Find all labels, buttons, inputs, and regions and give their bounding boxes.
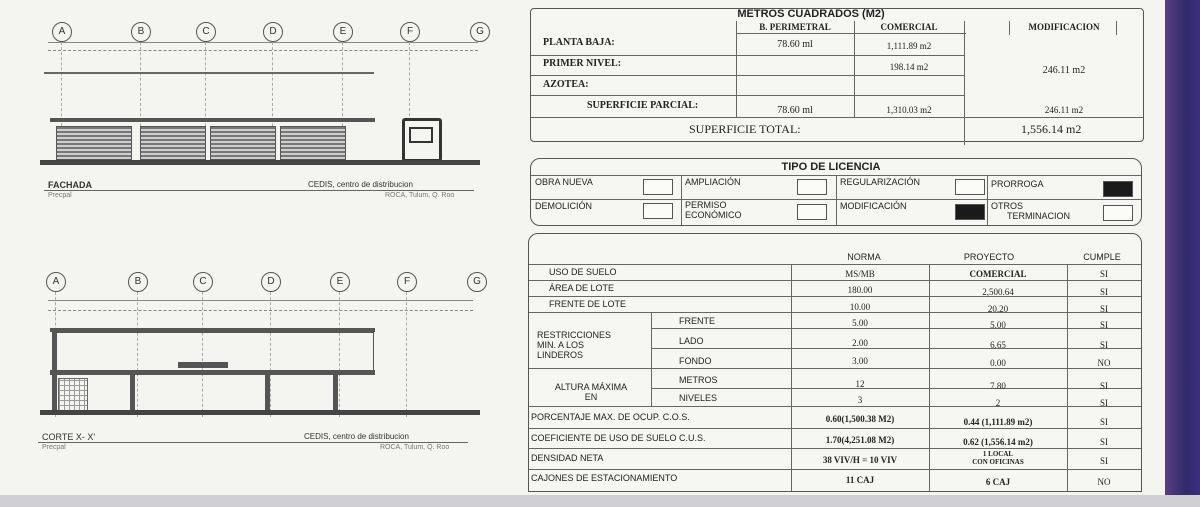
- normas-header-proyecto: PROYECTO: [963, 252, 1015, 262]
- modificacion-checkbox[interactable]: [955, 204, 985, 220]
- metros-cell: 1,111.89 m2: [886, 41, 932, 51]
- metros-row-label: AZOTEA:: [543, 79, 589, 90]
- axis-line: [406, 292, 407, 417]
- obra-nueva-checkbox[interactable]: [643, 179, 673, 195]
- col-line: [836, 175, 837, 225]
- grid-axis-bubble: F: [397, 272, 417, 292]
- licencia-option-label: PRORROGA: [991, 179, 1044, 189]
- elevation-project-name: CEDIS, centro de distribucion: [308, 180, 413, 189]
- truck-drawing: [402, 118, 442, 162]
- metros-cell: 78.60 ml: [777, 105, 813, 116]
- altura-group-label: ALTURA MÁXIMA EN: [554, 382, 628, 402]
- demolicion-checkbox[interactable]: [643, 203, 673, 219]
- otros-checkbox[interactable]: [1103, 205, 1133, 221]
- rolling-shutter: [56, 126, 132, 160]
- normas-cell: 5.00: [852, 318, 868, 328]
- normas-cumple: SI: [1099, 417, 1108, 427]
- metros-title: METROS CUADRADOS (M2): [737, 8, 885, 20]
- col-line: [1009, 21, 1010, 35]
- normas-cumple: SI: [1099, 381, 1108, 391]
- metros-cell: 198.14 m2: [889, 62, 929, 72]
- col-line: [964, 21, 965, 145]
- metros-cell: 246.11 m2: [1044, 105, 1084, 115]
- column: [130, 375, 135, 412]
- dimension-line: [48, 310, 473, 311]
- metros-header-modificacion: MODIFICACION: [1028, 22, 1100, 32]
- grid-axis-bubble: E: [333, 22, 353, 42]
- caption-line: [38, 442, 468, 443]
- grid-axis-bubble: B: [128, 272, 148, 292]
- normas-row-label: FONDO: [679, 356, 712, 366]
- ground-line: [40, 160, 480, 165]
- licencia-option-label: OTROS TERMINACION: [991, 201, 1070, 221]
- dimension-line: [48, 42, 478, 43]
- grid-axis-bubble: D: [263, 22, 283, 42]
- normas-row-label: NIVELES: [679, 393, 718, 403]
- normas-cell: 12: [855, 379, 865, 389]
- grid-axis-bubble: C: [193, 272, 213, 292]
- normas-cell: 1 LOCAL CON OFICINAS: [972, 450, 1024, 466]
- normas-row-label: CAJONES DE ESTACIONAMIENTO: [531, 473, 678, 483]
- normas-row-label: METROS: [679, 375, 718, 385]
- ampliacion-checkbox[interactable]: [797, 179, 827, 195]
- grid-axis-bubble: E: [330, 272, 350, 292]
- normas-cell: 1.70(4,251.08 M2): [825, 435, 895, 445]
- licencia-option-label: OBRA NUEVA: [535, 177, 593, 187]
- normas-row-label: ÁREA DE LOTE: [549, 283, 615, 293]
- licencia-option-label: AMPLIACIÓN: [685, 177, 741, 187]
- licencia-title: TIPO DE LICENCIA: [781, 161, 881, 173]
- section-project-name: CEDIS, centro de distribucion: [304, 432, 409, 441]
- normas-cell: 20.20: [987, 304, 1009, 314]
- permiso-economico-checkbox[interactable]: [797, 204, 827, 220]
- row-line: [531, 95, 964, 96]
- normas-row-label: PORCENTAJE MAX. DE OCUP. C.O.S.: [531, 412, 690, 422]
- rolling-shutter: [210, 126, 276, 160]
- normas-table: [528, 233, 1142, 492]
- normas-cell: COMERCIAL: [969, 269, 1027, 279]
- normas-cell: MS/MB: [845, 269, 875, 279]
- grid-axis-bubble: A: [46, 272, 66, 292]
- normas-cell: 0.60(1,500.38 M2): [825, 414, 895, 424]
- facade-beam: [50, 118, 375, 122]
- grid-axis-bubble: F: [400, 22, 420, 42]
- metros-cell: 246.11 m2: [1042, 65, 1086, 76]
- side-gutter: [1165, 0, 1200, 507]
- licencia-option-label: REGULARIZACIÓN: [840, 177, 921, 187]
- normas-cumple: SI: [1099, 269, 1108, 279]
- superficie-total-value: 1,556.14 m2: [1021, 122, 1082, 136]
- restricciones-group-label: RESTRICCIONES MIN. A LOS LINDEROS: [537, 330, 612, 360]
- normas-cumple: SI: [1099, 320, 1108, 330]
- column: [265, 375, 270, 412]
- metros-header-comercial: COMERCIAL: [880, 22, 938, 32]
- normas-cell: 11 CAJ: [845, 475, 875, 485]
- bottom-bar: [0, 495, 1200, 507]
- normas-cumple: SI: [1099, 398, 1108, 408]
- rack-drawing: [58, 378, 88, 412]
- metros-row-label: PLANTA BAJA:: [543, 37, 615, 48]
- rolling-shutter: [140, 126, 206, 160]
- normas-cumple: SI: [1099, 437, 1108, 447]
- elevation-subtitle: Precpal: [48, 192, 72, 199]
- row-line: [531, 75, 964, 76]
- elevation-title: FACHADA: [48, 180, 92, 190]
- normas-row-label: DENSIDAD NETA: [531, 453, 604, 463]
- col-line: [651, 312, 652, 406]
- licencia-option-label: DEMOLICIÓN: [535, 201, 593, 211]
- section-subtitle: Precpal: [42, 444, 66, 451]
- metros-cuadrados-table: [530, 8, 1144, 142]
- normas-cumple: SI: [1099, 456, 1108, 466]
- normas-cell: 5.00: [990, 320, 1006, 330]
- normas-cell: 7.80: [990, 381, 1006, 391]
- floor-slab: [50, 370, 375, 375]
- column: [52, 332, 57, 412]
- normas-cell: 2: [995, 398, 1001, 408]
- normas-cell: 3: [857, 395, 863, 405]
- grid-axis-bubble: C: [196, 22, 216, 42]
- metros-row-label: SUPERFICIE PARCIAL:: [587, 100, 699, 111]
- normas-cell: 6.65: [990, 340, 1006, 350]
- metros-cell: 78.60 ml: [777, 39, 813, 50]
- normas-row-label: USO DE SUELO: [549, 267, 617, 277]
- normas-row-label: COEFICIENTE DE USO DE SUELO C.U.S.: [531, 433, 706, 443]
- normas-cell: 0.00: [990, 358, 1006, 368]
- superficie-total-label: SUPERFICIE TOTAL:: [689, 122, 801, 136]
- grid-axis-bubble: B: [131, 22, 151, 42]
- normas-cell: 38 VIV/H = 10 VIV: [822, 455, 898, 465]
- normas-cumple: NO: [1097, 358, 1111, 368]
- metros-header-perimetral: B. PERIMETRAL: [759, 22, 831, 32]
- metros-row-label: PRIMER NIVEL:: [543, 58, 622, 69]
- grid-axis-bubble: G: [467, 272, 487, 292]
- section-location: ROCA, Tulum, Q. Roo: [380, 444, 450, 451]
- col-line: [681, 175, 682, 225]
- licencia-option-label: PERMISO ECONÓMICO: [685, 200, 742, 220]
- row-line: [529, 368, 1141, 369]
- normas-cell: 6 CAJ: [985, 477, 1011, 487]
- grid-axis-bubble: G: [470, 22, 490, 42]
- section-title: CORTE X- X': [42, 432, 96, 442]
- metros-cell: 1,310.03 m2: [886, 105, 932, 115]
- row-line: [529, 280, 1141, 281]
- ground-line: [40, 410, 480, 415]
- row-line: [529, 448, 1141, 449]
- row-line: [531, 117, 1143, 118]
- column: [333, 375, 338, 412]
- normas-row-label: FRENTE: [679, 316, 715, 326]
- rolling-shutter: [280, 126, 346, 160]
- grid-axis-bubble: D: [261, 272, 281, 292]
- normas-cell: 0.44 (1,111.89 m2): [963, 417, 1033, 427]
- normas-cumple: SI: [1099, 340, 1108, 350]
- row-line: [529, 264, 1141, 265]
- normas-cell: 10.00: [849, 302, 871, 312]
- col-line: [1116, 21, 1117, 35]
- tipo-licencia-table: [530, 158, 1142, 226]
- grid-axis-bubble: A: [52, 22, 72, 42]
- furniture-drawing: [178, 362, 228, 368]
- col-line: [736, 21, 737, 117]
- dimension-line: [48, 300, 473, 301]
- normas-cumple: SI: [1099, 304, 1108, 314]
- row-line: [529, 428, 1141, 429]
- prorroga-checkbox[interactable]: [1103, 181, 1133, 197]
- normas-cell: 3.00: [852, 356, 868, 366]
- normas-row-label: LADO: [679, 336, 704, 346]
- normas-cumple: NO: [1097, 477, 1111, 487]
- licencia-option-label: MODIFICACIÓN: [840, 201, 907, 211]
- normas-header-norma: NORMA: [847, 252, 881, 262]
- dimension-line: [48, 50, 478, 51]
- normas-cell: 2.00: [852, 338, 868, 348]
- normas-cell: 180.00: [847, 285, 873, 295]
- row-line: [531, 55, 964, 56]
- caption-line: [44, 190, 474, 191]
- normas-row-label: FRENTE DE LOTE: [549, 299, 627, 309]
- normas-cell: 2,500.64: [982, 287, 1014, 297]
- normas-header-cumple: CUMPLE: [1083, 252, 1121, 262]
- regularizacion-checkbox[interactable]: [955, 179, 985, 195]
- normas-cell: 0.62 (1,556.14 m2): [963, 437, 1033, 447]
- row-line: [736, 33, 966, 34]
- col-line: [987, 175, 988, 225]
- elevation-location: ROCA, Tulum, Q. Roo: [385, 192, 455, 199]
- row-line: [529, 469, 1141, 470]
- normas-cumple: SI: [1099, 287, 1108, 297]
